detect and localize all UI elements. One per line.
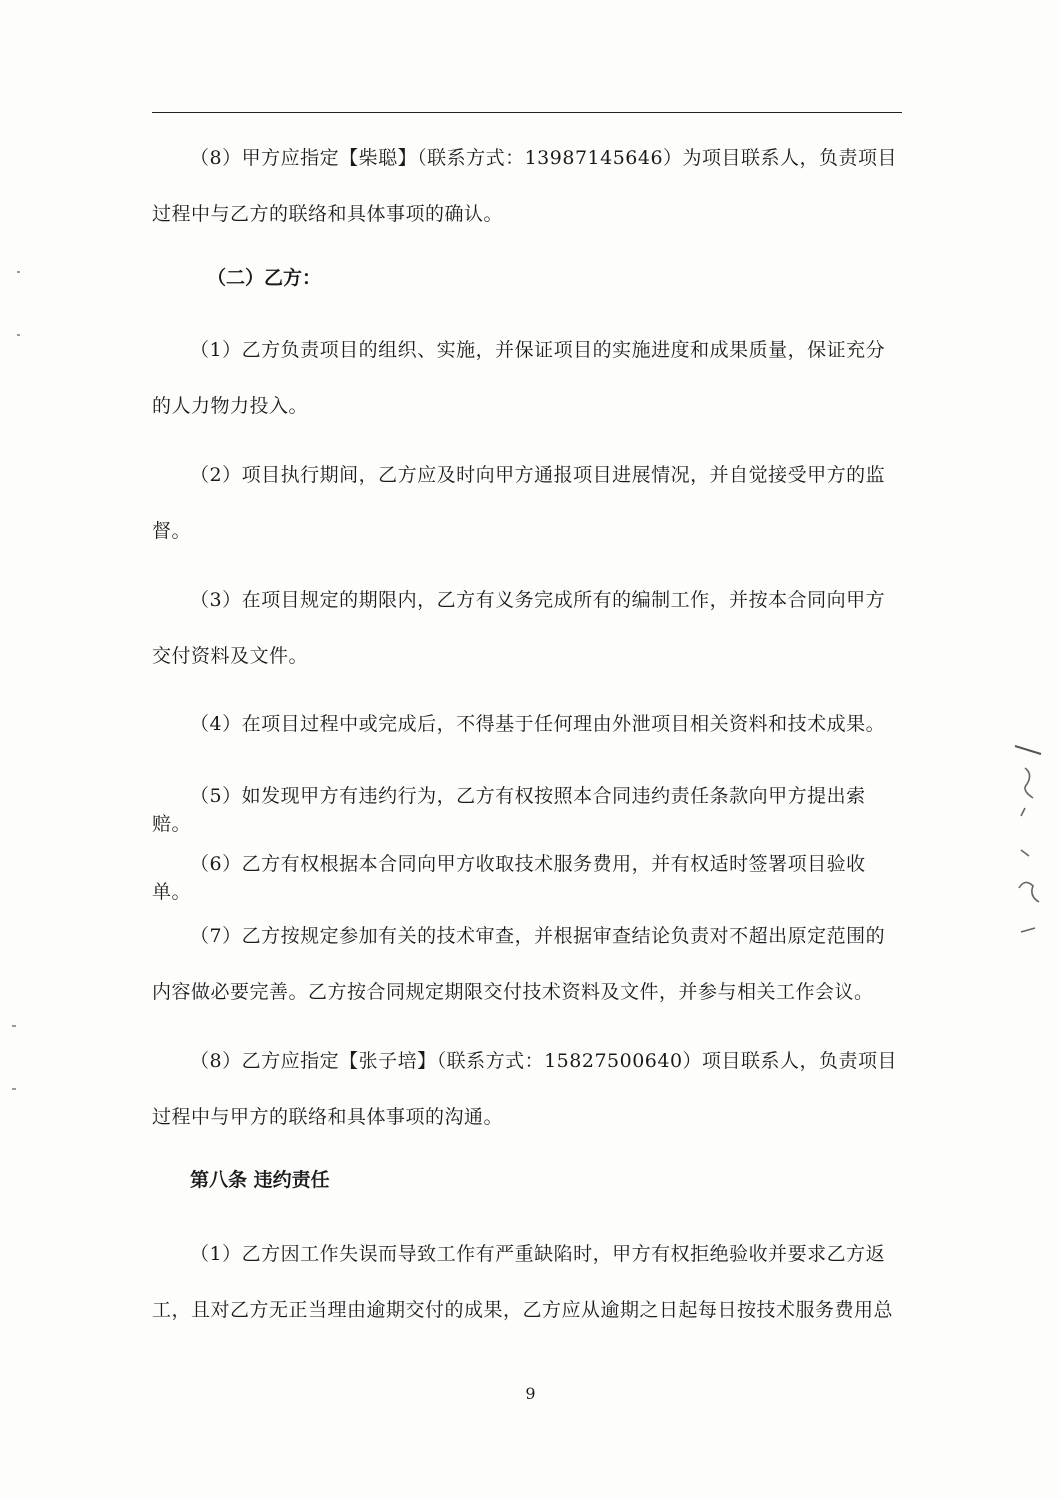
scan-mark bbox=[17, 271, 20, 273]
article-heading-breach-liability: 第八条 违约责任 bbox=[190, 1169, 330, 1191]
paragraph-party-b-item-8: （8）乙方应指定【张子培】（联系方式：15827500640）项目联系人，负责项目过程中与甲方的联络和具体事项的沟通。 bbox=[152, 1050, 898, 1128]
paragraph-party-b-item-3: （3）在项目规定的期限内，乙方有义务完成所有的编制工作，并按本合同向甲方交付资料及文件。 bbox=[152, 589, 886, 667]
seal-fragment-icon bbox=[1011, 738, 1045, 938]
paragraph-party-a-item-8: （8）甲方应指定【柴聪】（联系方式：13987145646）为项目联系人，负责项目过程中与乙方的联络和具体事项的确认。 bbox=[152, 147, 898, 225]
page-number: 9 bbox=[525, 1384, 536, 1403]
paragraph-party-b-item-6: （6）乙方有权根据本合同向甲方收取技术服务费用，并有权适时签署项目验收单。 bbox=[152, 853, 866, 903]
paragraph-party-b-item-5: （5）如发现甲方有违约行为，乙方有权按照本合同违约责任条款向甲方提出索赔。 bbox=[152, 785, 866, 835]
scan-mark bbox=[12, 1088, 16, 1090]
paragraph-party-b-item-4: （4）在项目过程中或完成后，不得基于任何理由外泄项目相关资料和技术成果。 bbox=[190, 713, 886, 735]
scan-mark bbox=[17, 334, 20, 336]
paragraph-party-b-item-1: （1）乙方负责项目的组织、实施，并保证项目的实施进度和成果质量，保证充分的人力物力投入。 bbox=[152, 339, 886, 417]
paragraph-party-b-item-2: （2）项目执行期间，乙方应及时向甲方通报项目进展情况，并自觉接受甲方的监督。 bbox=[152, 464, 886, 542]
section-heading-party-b: （二）乙方： bbox=[207, 267, 322, 289]
header-rule bbox=[152, 112, 902, 113]
scan-mark bbox=[12, 1025, 16, 1027]
paragraph-party-b-item-7: （7）乙方按规定参加有关的技术审查，并根据审查结论负责对不超出原定范围的内容做必要完善。乙方按合同规定期限交付技术资料及文件，并参与相关工作会议。 bbox=[152, 925, 886, 1003]
paragraph-article-8-item-1: （1）乙方因工作失误而导致工作有严重缺陷时，甲方有权拒绝验收并要求乙方返工，且对乙方无正当理由逾期交付的成果，乙方应从逾期之日起每日按技术服务费用总 bbox=[152, 1243, 894, 1321]
